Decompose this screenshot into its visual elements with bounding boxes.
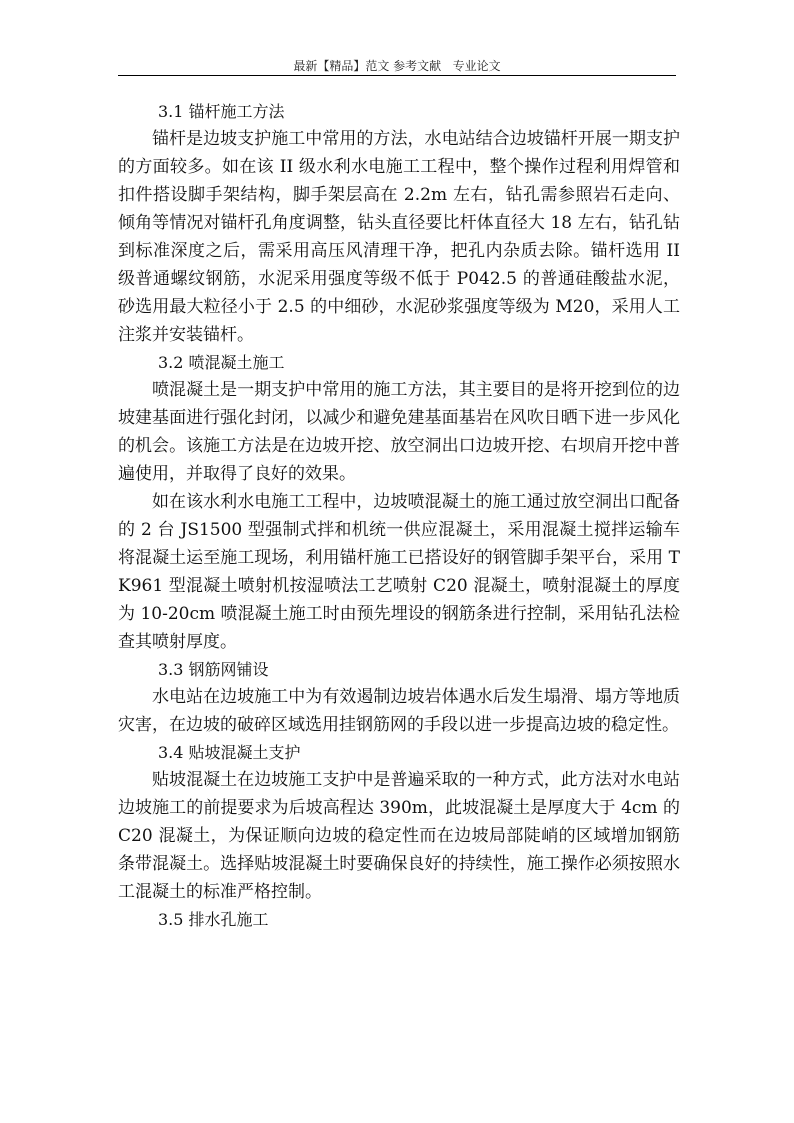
paragraph: 如在该水利水电施工工程中，边坡喷混凝土的施工通过放空洞出口配备的 2 台 JS1500 型强制式拌和机统一供应混凝土，采用混凝土搅拌运输车将混凝土运至施工现场，利用锚杆施工已搭设好的钢管脚手架平台，采用 TK961 型混凝土喷射机按湿喷法工艺喷射 C20 混凝土，喷射混凝土的厚度为 10-20cm 喷混凝土施工时由预先埋设的钢筋条进行控制，采用钻孔法检查其喷射厚度。 (118, 492, 680, 652)
section-heading-3-3: 3.3 钢筋网铺设 (158, 660, 269, 679)
section-heading-3-1: 3.1 锚杆施工方法 (158, 102, 285, 121)
section-heading-3-2: 3.2 喷混凝土施工 (158, 353, 285, 372)
section-heading-3-4: 3.4 贴坡混凝土支护 (158, 743, 301, 762)
document-body (118, 98, 680, 933)
paragraph: 锚杆是边坡支护施工中常用的方法，水电站结合边坡锚杆开展一期支护的方面较多。如在该 II 级水利水电施工工程中，整个操作过程利用焊管和扣件搭设脚手架结构，脚手架层高在 2.2m 左右，钻孔需参照岩石走向、倾角等情况对锚杆孔角度调整，钻头直径要比杆体直径大 18 左右，钻孔钻到标准深度之后，需采用高压风清理干净，把孔内杂质去除。锚杆选用 II 级普通螺纹钢筋，水泥采用强度等级不低于 P042.5 的普通硅酸盐水泥，砂选用最大粒径小于 2.5 的中细砂，水泥砂浆强度等级为 M20，采用人工注浆并安装锚杆。 (118, 129, 680, 345)
header-divider (118, 75, 676, 76)
section-heading-3-5: 3.5 排水孔施工 (158, 910, 269, 929)
paragraph: 贴坡混凝土在边坡施工支护中是普遍采取的一种方式，此方法对水电站边坡施工的前提要求为后坡高程达 390m，此坡混凝土是厚度大于 4cm 的 C20 混凝土，为保证顺向边坡的稳定性而在边坡局部陡峭的区域增加钢筋条带混凝土。选择贴坡混凝土时要确保良好的持续性，施工操作必须按照水工混凝土的标准严格控制。 (118, 770, 680, 902)
paragraph: 水电站在边坡施工中为有效遏制边坡岩体遇水后发生塌滑、塌方等地质灾害，在边坡的破碎区域选用挂钢筋网的手段以进一步提高边坡的稳定性。 (118, 687, 680, 735)
paragraph: 喷混凝土是一期支护中常用的施工方法，其主要目的是将开挖到位的边坡建基面进行强化封闭，以减少和避免建基面基岩在风吹日晒下进一步风化的机会。该施工方法是在边坡开挖、放空洞出口边坡开挖、右坝肩开挖中普遍使用，并取得了良好的效果。 (118, 380, 680, 484)
page-header: 最新【精品】范文 参考文献 专业论文 (293, 59, 501, 73)
